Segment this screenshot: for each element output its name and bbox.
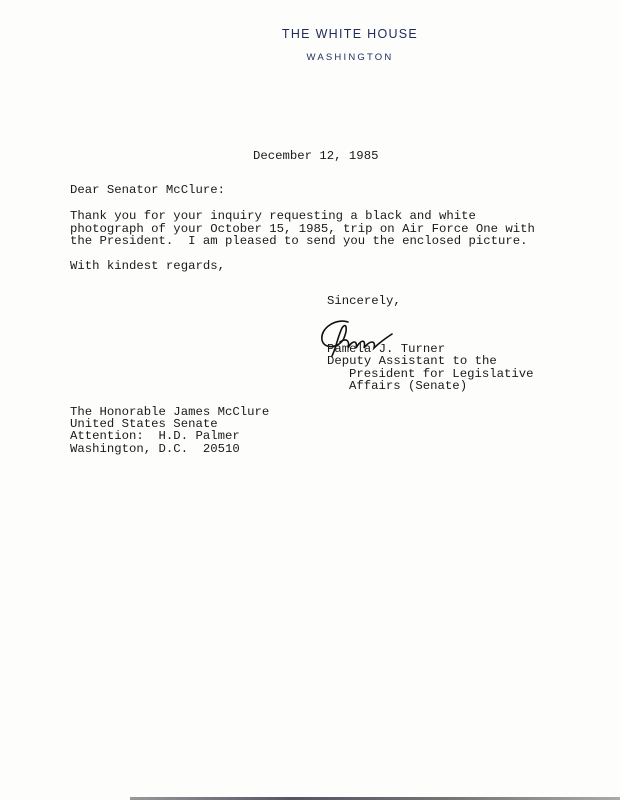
body-line: photograph of your October 15, 1985, trip on Air Force One with — [70, 222, 535, 236]
recipient-address-line: Attention: H.D. Palmer — [70, 429, 240, 443]
recipient-address-line: United States Senate — [70, 417, 218, 431]
closing-remark: With kindest regards, — [70, 259, 225, 273]
signer-title-line: President for Legislative — [349, 367, 534, 381]
body-line: the President. I am pleased to send you the enclosed picture. — [70, 234, 528, 248]
letterhead-title: THE WHITE HOUSE — [281, 27, 419, 41]
recipient-address-line: Washington, D.C. 20510 — [70, 442, 240, 456]
recipient-address-line: The Honorable James McClure — [70, 405, 270, 419]
letterhead-subtitle: WASHINGTON — [306, 52, 394, 63]
salutation: Dear Senator McClure: — [70, 183, 225, 197]
complimentary-close: Sincerely, — [327, 294, 401, 308]
body-line: Thank you for your inquiry requesting a black and white — [70, 209, 476, 223]
signer-title-line: Affairs (Senate) — [349, 379, 468, 393]
signer-title-line: Deputy Assistant to the — [327, 354, 497, 368]
signer-name: Pamela J. Turner — [327, 342, 446, 356]
letter-date: December 12, 1985 — [253, 149, 379, 163]
